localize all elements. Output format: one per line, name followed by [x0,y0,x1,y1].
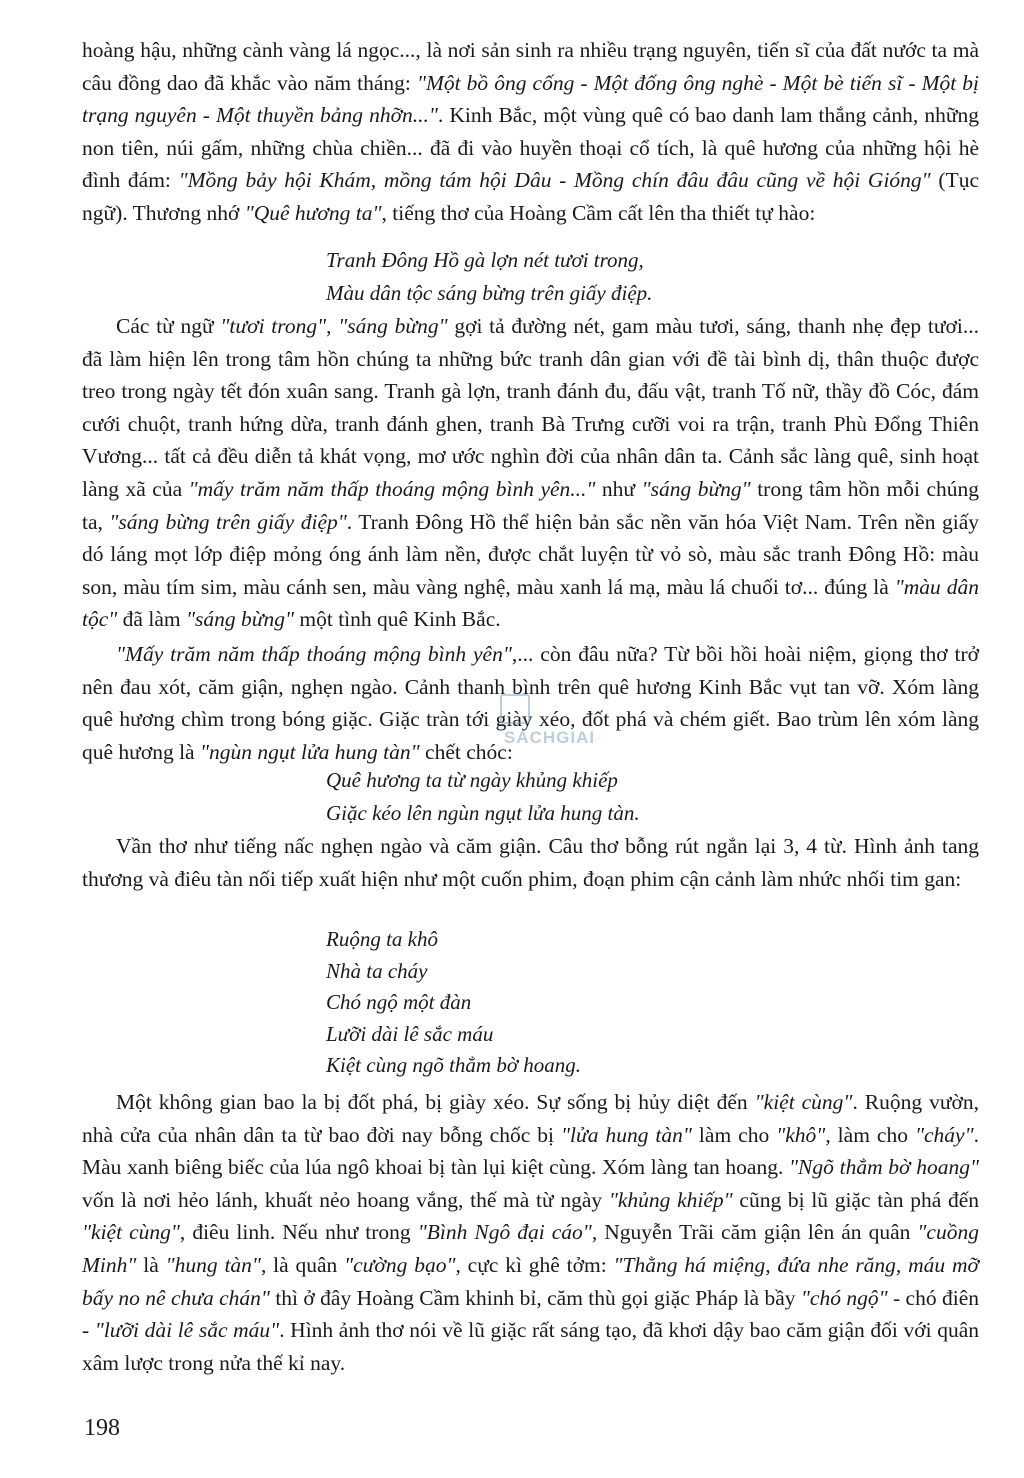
text-run: . Hình ảnh thơ nói về lũ giặc rất sáng tạo, đã khơi dậy bao căm giận đối với quân xâm lược trong nửa thế kỉ nay. [82,1318,979,1375]
verse-block-2 [326,764,640,829]
quote: "màu dân tộc" [82,574,979,632]
quote: "mấy trăm năm thấp thoáng mộng bình yên..." [188,476,596,501]
text-run: làm cho [691,1122,777,1147]
text-run: (Tục ngữ). Thương nhớ [82,168,979,225]
verse-line: Tranh Đông Hồ gà lợn nét tươi trong, [326,248,644,272]
text-run: . Ruộng vườn, nhà cửa của nhân dân ta từ bao đời nay bỗng chốc bị [82,1090,979,1147]
quote: "cháy" [914,1122,974,1147]
quote: "lưỡi dài lê sắc máu" [94,1318,280,1343]
text-run: đã làm [117,607,186,632]
paragraph-2 [82,310,979,636]
quote: "cuồng Minh" [82,1220,979,1277]
quote: "Ngõ thẳm bờ hoang" [789,1155,979,1180]
text-run: một tình quê Kinh Bắc. [294,607,501,632]
text-run: , làm cho [825,1122,915,1147]
watermark-text: SACHGIAI [504,728,596,747]
verse-block-3 [326,924,581,1082]
text-run: gợi tả đường nét, gam màu tươi, sáng, thanh nhẹ đẹp tươi... đã làm hiện lên trong tâm hồn chúng ta những bức tranh dân gian với đề tài bình dị, thân thuộc được treo trong ngày tết đón xuân sang. Tranh gà lợn, tranh đánh đu, đấu vật, tranh Tố nữ, thầy đồ Cóc, đám cưới chuột, tranh hứng dừa, tranh đánh ghen, tranh Bà Trưng cưỡi voi ra trận, tranh Phù Đổng Thiên Vương... tất cả đều diễn tả khát vọng, mơ ước nghìn đời của nhân dân ta. Cảnh sắc làng quê, sinh hoạt làng xã của [82,314,979,501]
text-run: , [326,314,339,338]
text-run: như [595,476,642,501]
text-run: . Màu xanh biêng biếc của lúa ngô khoai bị tàn lụi kiệt cùng. Xóm làng tan hoang. [82,1122,979,1180]
quote: "tươi trong" [220,314,327,338]
quote: "sáng bừng trên giấy điệp" [109,509,347,534]
watermark-icon [500,694,530,724]
text-run: Vần thơ như tiếng nấc nghẹn ngào và căm giận. Câu thơ bỗng rút ngắn lại 3, 4 từ. Hình ảnh tang thương và điêu tàn nối tiếp xuất hiện như một cuốn phim, đoạn phim cận cảnh làm nhức nhối tim gan: [82,834,979,891]
proverb-quote: "Mồng bảy hội Khám, mồng tám hội Dâu - Mồng chín đâu đâu cũng về hội Gióng" [178,168,931,193]
quote: "cường bạo" [344,1252,456,1277]
text-run: thì ở đây Hoàng Cầm khinh bỉ, căm thù gọi giặc Pháp là bầy [269,1285,801,1310]
quote: "ngùn ngụt lửa hung tàn" [199,739,420,764]
quote: "Mấy trăm năm thấp thoáng mộng bình yên" [116,642,512,666]
verse-line: Lưỡi dài lê sắc máu [326,1021,494,1046]
text-run: chết chóc: [419,739,513,764]
quote: "kiệt cùng" [82,1220,180,1245]
text-run: trong tâm hồn mỗi chúng ta, [82,476,979,534]
text-run: , cực kì ghê tởm: [455,1252,614,1277]
text-run: , điêu linh. Nếu như trong [179,1220,418,1245]
quote: "sáng bừng" [185,607,294,632]
verse-line: Giặc kéo lên ngùn ngụt lửa hung tàn. [326,800,640,825]
verse-line: Màu dân tộc sáng bừng trên giấy điệp. [326,280,653,305]
quote: "sáng bừng" [338,314,448,338]
verse-line: Quê hương ta từ ngày khủng khiếp [326,768,618,792]
verse-line: Chó ngộ một đàn [326,990,472,1014]
text-run: . Kinh Bắc, một vùng quê có bao danh lam thắng cảnh, những non tiên, núi gấm, những chùa chiền... đã đi vào huyền thoại cổ tích, là quê hương của những hội hè đình đám: [82,103,979,193]
paragraph-4 [82,830,979,895]
text-run: hoàng hậu, những cành vàng lá ngọc..., là nơi sản sinh ra nhiều trạng nguyên, tiến sĩ của đất nước ta mà câu đồng dao đã khắc vào năm tháng: [82,38,979,95]
text-run: - chó điên - [82,1285,979,1343]
quote: "chó ngộ" [800,1285,888,1310]
quote: "khủng khiếp" [608,1187,733,1212]
paragraph-5 [82,1086,979,1379]
text-run: , Nguyễn Trãi căm giận lên án quân [591,1220,918,1245]
page-number: 198 [84,1415,120,1441]
text-run: , tiếng thơ của Hoàng Cầm cất lên tha thiết tự hào: [381,200,816,225]
text-run: vốn là nơi hẻo lánh, khuất nẻo hoang vắng, thế mà từ ngày [82,1187,609,1212]
quote: "Thằng há miệng, đứa nhe răng, máu mỡ bấy no nê chưa chán" [82,1252,979,1310]
text-run: ,... còn đâu nữa? Từ bồi hồi hoài niệm, giọng thơ trở nên đau xót, căm giận, nghẹn ngào. Cảnh thanh bình trên quê hương Kinh Bắc vụt tan vỡ. Xóm làng quê hương chìm trong bóng giặc. Giặc tràn tới giày xéo, đốt phá và chém giết. Bao trùm lên xóm làng quê hương là [82,642,979,764]
text-run: cũng bị lũ giặc tàn phá đến [732,1187,979,1212]
quote: "kiệt cùng" [754,1090,853,1114]
verse-line: Nhà ta cháy [326,958,428,983]
verse-line: Ruộng ta khô [326,927,438,951]
verse-line: Kiệt cùng ngõ thẳm bờ hoang. [326,1053,582,1077]
text-run: , là quân [260,1252,345,1277]
paragraph-1 [82,34,979,230]
quote: "lửa hung tàn" [560,1122,692,1147]
text-run: Một không gian bao la bị đốt phá, bị giày xéo. Sự sống bị hủy diệt đến [116,1090,755,1114]
quote: "sáng bừng" [641,476,751,501]
quote: "Bình Ngô đại cáo" [417,1220,592,1245]
text-run: Các từ ngữ [116,314,221,338]
quote: "khô" [776,1122,826,1147]
poem-title-quote: "Quê hương ta" [244,200,382,225]
text-run: là [136,1252,166,1277]
text-run: . Tranh Đông Hồ thể hiện bản sắc nền văn hóa Việt Nam. Trên nền giấy dó láng mọt lớp điệp mỏng óng ánh làm nền, được chắt luyện từ vỏ sò, màu sắc tranh Đông Hồ: màu son, màu tím sim, màu cánh sen, màu vàng nghệ, màu xanh lá mạ, màu lá chuối tơ... đúng là [82,509,979,599]
quote: "hung tàn" [165,1252,261,1277]
verse-block-1 [326,244,652,309]
folk-verse-quote: "Một bồ ông cống - Một đống ông nghè - Một bè tiến sĩ - Một bị trạng nguyên - Một thuyền bảng nhỡn..." [82,70,979,128]
